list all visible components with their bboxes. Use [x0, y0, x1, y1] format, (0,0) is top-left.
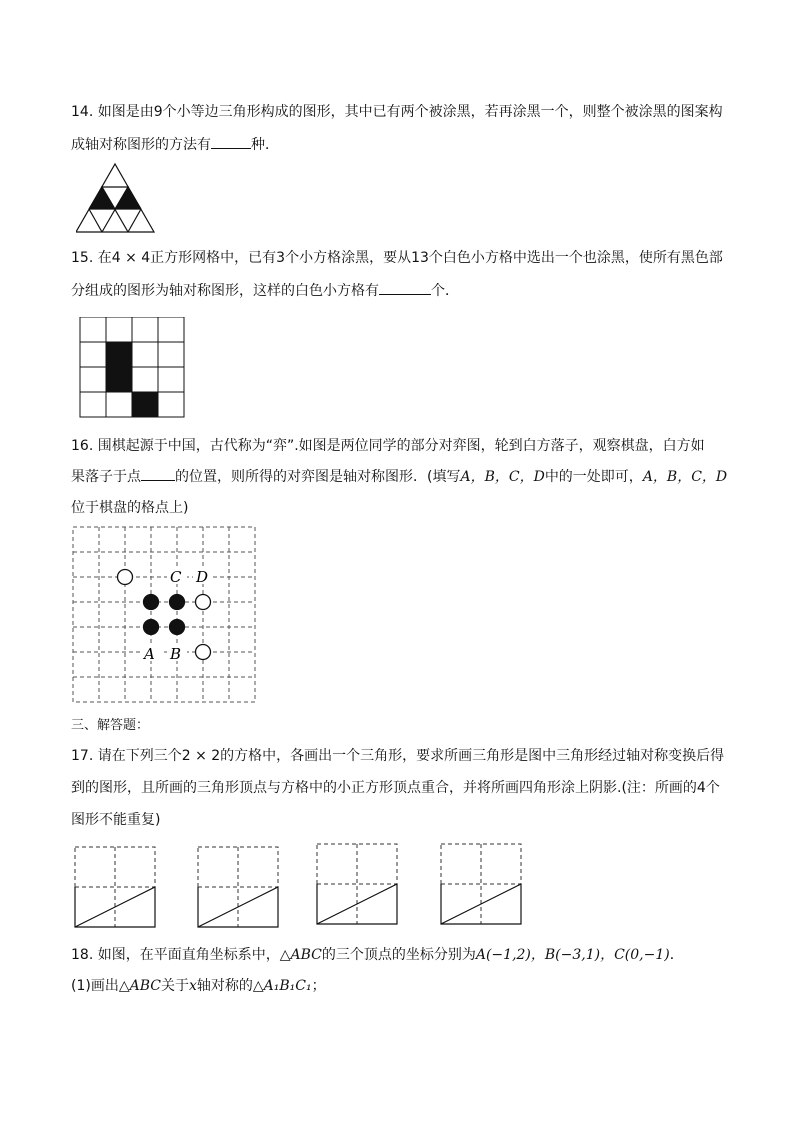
white-stone: [196, 595, 211, 610]
q16-letters2: A，B，C，D: [642, 469, 728, 485]
q18-part1-triangle2: △A₁B₁C₁: [252, 978, 312, 994]
q16-letters: A，B，C，D: [460, 469, 545, 485]
q18-triangle: △ABC: [279, 947, 322, 963]
black-stone: [170, 595, 185, 610]
q18-pre: 18. 如图，在平面直角坐标系中，: [71, 947, 280, 963]
q17-grid-4: [440, 843, 524, 927]
q16-text-before: 果落子于点: [71, 469, 141, 485]
q14-answer-blank: [211, 134, 251, 149]
q18-part1-axis: x: [188, 978, 197, 994]
black-stone: [144, 595, 159, 610]
q17-post: 的方格中，各画出一个三角形，要求所画三角形是图中三角形经过轴对称变换后得: [220, 748, 725, 764]
q18-mid: 的三个顶点的坐标分别为: [321, 947, 476, 963]
q18-part1-mid: 关于: [160, 978, 189, 994]
q18-points: A(−1,2)，B(−3,1)，C(0,−1): [475, 947, 670, 963]
black-stone: [144, 620, 159, 635]
q16-line3: 位于棋盘的格点上): [71, 500, 189, 516]
q17-grid-3: [316, 843, 400, 927]
q18-line2: [71, 976, 326, 996]
q17-line3: 图形不能重复): [71, 812, 161, 828]
q17-grid-2: [197, 846, 281, 930]
q18-part1-triangle: △ABC: [118, 978, 161, 994]
section-heading: 三、解答题：: [71, 718, 150, 733]
point-label-b: B: [170, 645, 182, 663]
q15-text-after: 个．: [431, 283, 459, 299]
point-label-d: D: [196, 568, 209, 586]
q15-line1: [71, 248, 723, 268]
q15-black-cell-2: [132, 392, 158, 417]
q15-line2: [71, 280, 459, 301]
q18-part1-pre: (1)画出: [71, 978, 119, 994]
q17-grid-1: [74, 846, 158, 930]
q14-text-after: 种．: [251, 137, 279, 153]
point-label-c: C: [170, 568, 182, 586]
q18-part1-mid2: 轴对称的: [196, 978, 253, 994]
q16-answer-blank: [141, 466, 175, 481]
q15-post: 正方形网格中，已有3个小方格涂黑，要从13个白色小方格中选出一个也涂黑，使所有黑色部: [150, 250, 723, 266]
q15-pre: 15. 在: [71, 250, 112, 266]
q14-black-triangle-2: [115, 187, 141, 209]
q14-line2: [71, 134, 279, 155]
q14-line1: 14. 如图是由9个小等边三角形构成的图形，其中已有两个被涂黑，若再涂黑一个，则整个被涂黑的图案构: [71, 104, 723, 120]
q14-black-triangle-1: [89, 187, 115, 209]
q14-outer-triangle: [76, 164, 154, 232]
q17-line2: 到的图形，且所画的三角形顶点与方格中的小正方形顶点重合，并将所画四角形涂上阴影.(注：所画的4个: [71, 780, 720, 796]
white-stone: [196, 645, 211, 660]
q14-triangle-figure: [76, 162, 156, 234]
q16-text-mid2: 中的一处即可，: [544, 469, 643, 485]
q17-expr: 2 × 2: [181, 748, 221, 764]
q15-grid-figure: [79, 317, 187, 419]
q17-line1: [71, 746, 724, 766]
q15-answer-blank: [379, 280, 431, 295]
q15-text-before: 分组成的图形为轴对称图形，这样的白色小方格有: [71, 283, 379, 299]
q14-text-before: 成轴对称图形的方法有: [71, 137, 211, 153]
q17-pre: 17. 请在下列三个: [71, 748, 182, 764]
q18-part1-end: ；: [311, 978, 326, 994]
q18-end: ．: [669, 947, 684, 963]
white-stone: [118, 570, 133, 585]
q16-line2: [71, 466, 727, 487]
q15-expr: 4 × 4: [111, 250, 151, 266]
q16-go-board: [72, 526, 258, 706]
q16-text-mid: 的位置，则所得的对弈图是轴对称图形．(填写: [175, 469, 461, 485]
q16-line1: 16. 围棋起源于中国，古代称为“弈”.如图是两位同学的部分对弈图，轮到白方落子，观察棋盘，白方如: [71, 438, 705, 454]
q18-line1: [71, 945, 684, 965]
point-label-a: A: [144, 645, 155, 663]
black-stone: [170, 620, 185, 635]
